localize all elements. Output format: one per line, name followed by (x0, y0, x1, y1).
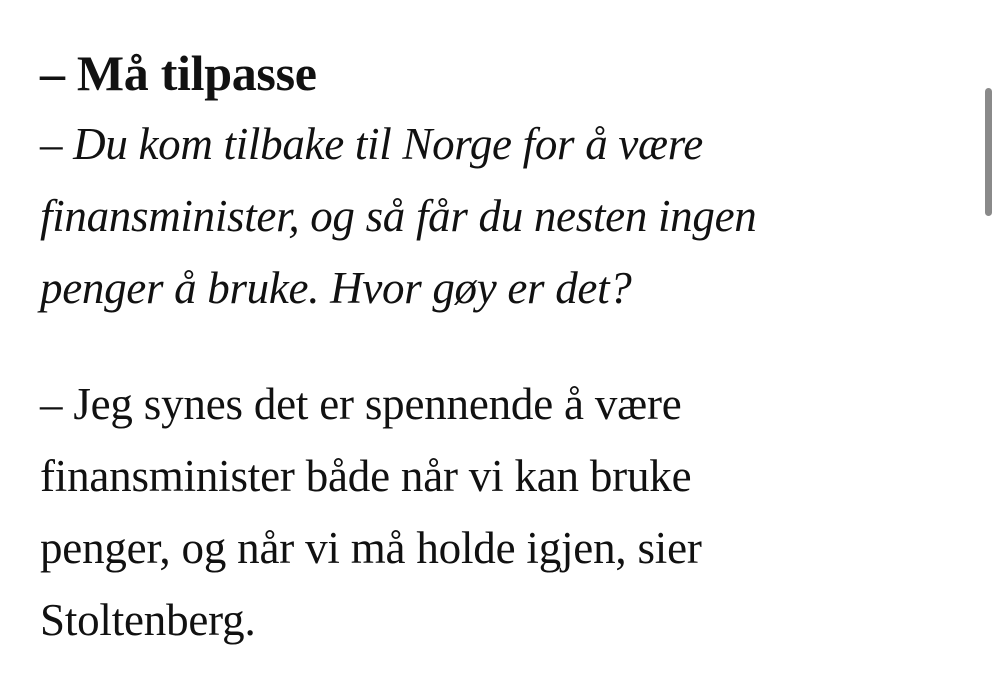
answer-line: Stoltenberg. (40, 595, 256, 645)
scrollbar-thumb[interactable] (985, 88, 992, 216)
answer-line: finansminister både når vi kan bruke (40, 451, 692, 501)
interview-question (40, 108, 940, 324)
subheading: – Må tilpasse (40, 45, 317, 101)
article-body (40, 38, 940, 656)
question-line: finansminister, og så får du nesten ingen (40, 191, 757, 241)
answer-line: penger, og når vi må holde igjen, sier (40, 523, 702, 573)
question-line: penger å bruke. Hvor gøy er det? (40, 263, 632, 313)
question-line: – Du kom tilbake til Norge for å være (40, 119, 703, 169)
interview-answer (40, 368, 940, 656)
answer-line: – Jeg synes det er spennende å være (40, 379, 682, 429)
